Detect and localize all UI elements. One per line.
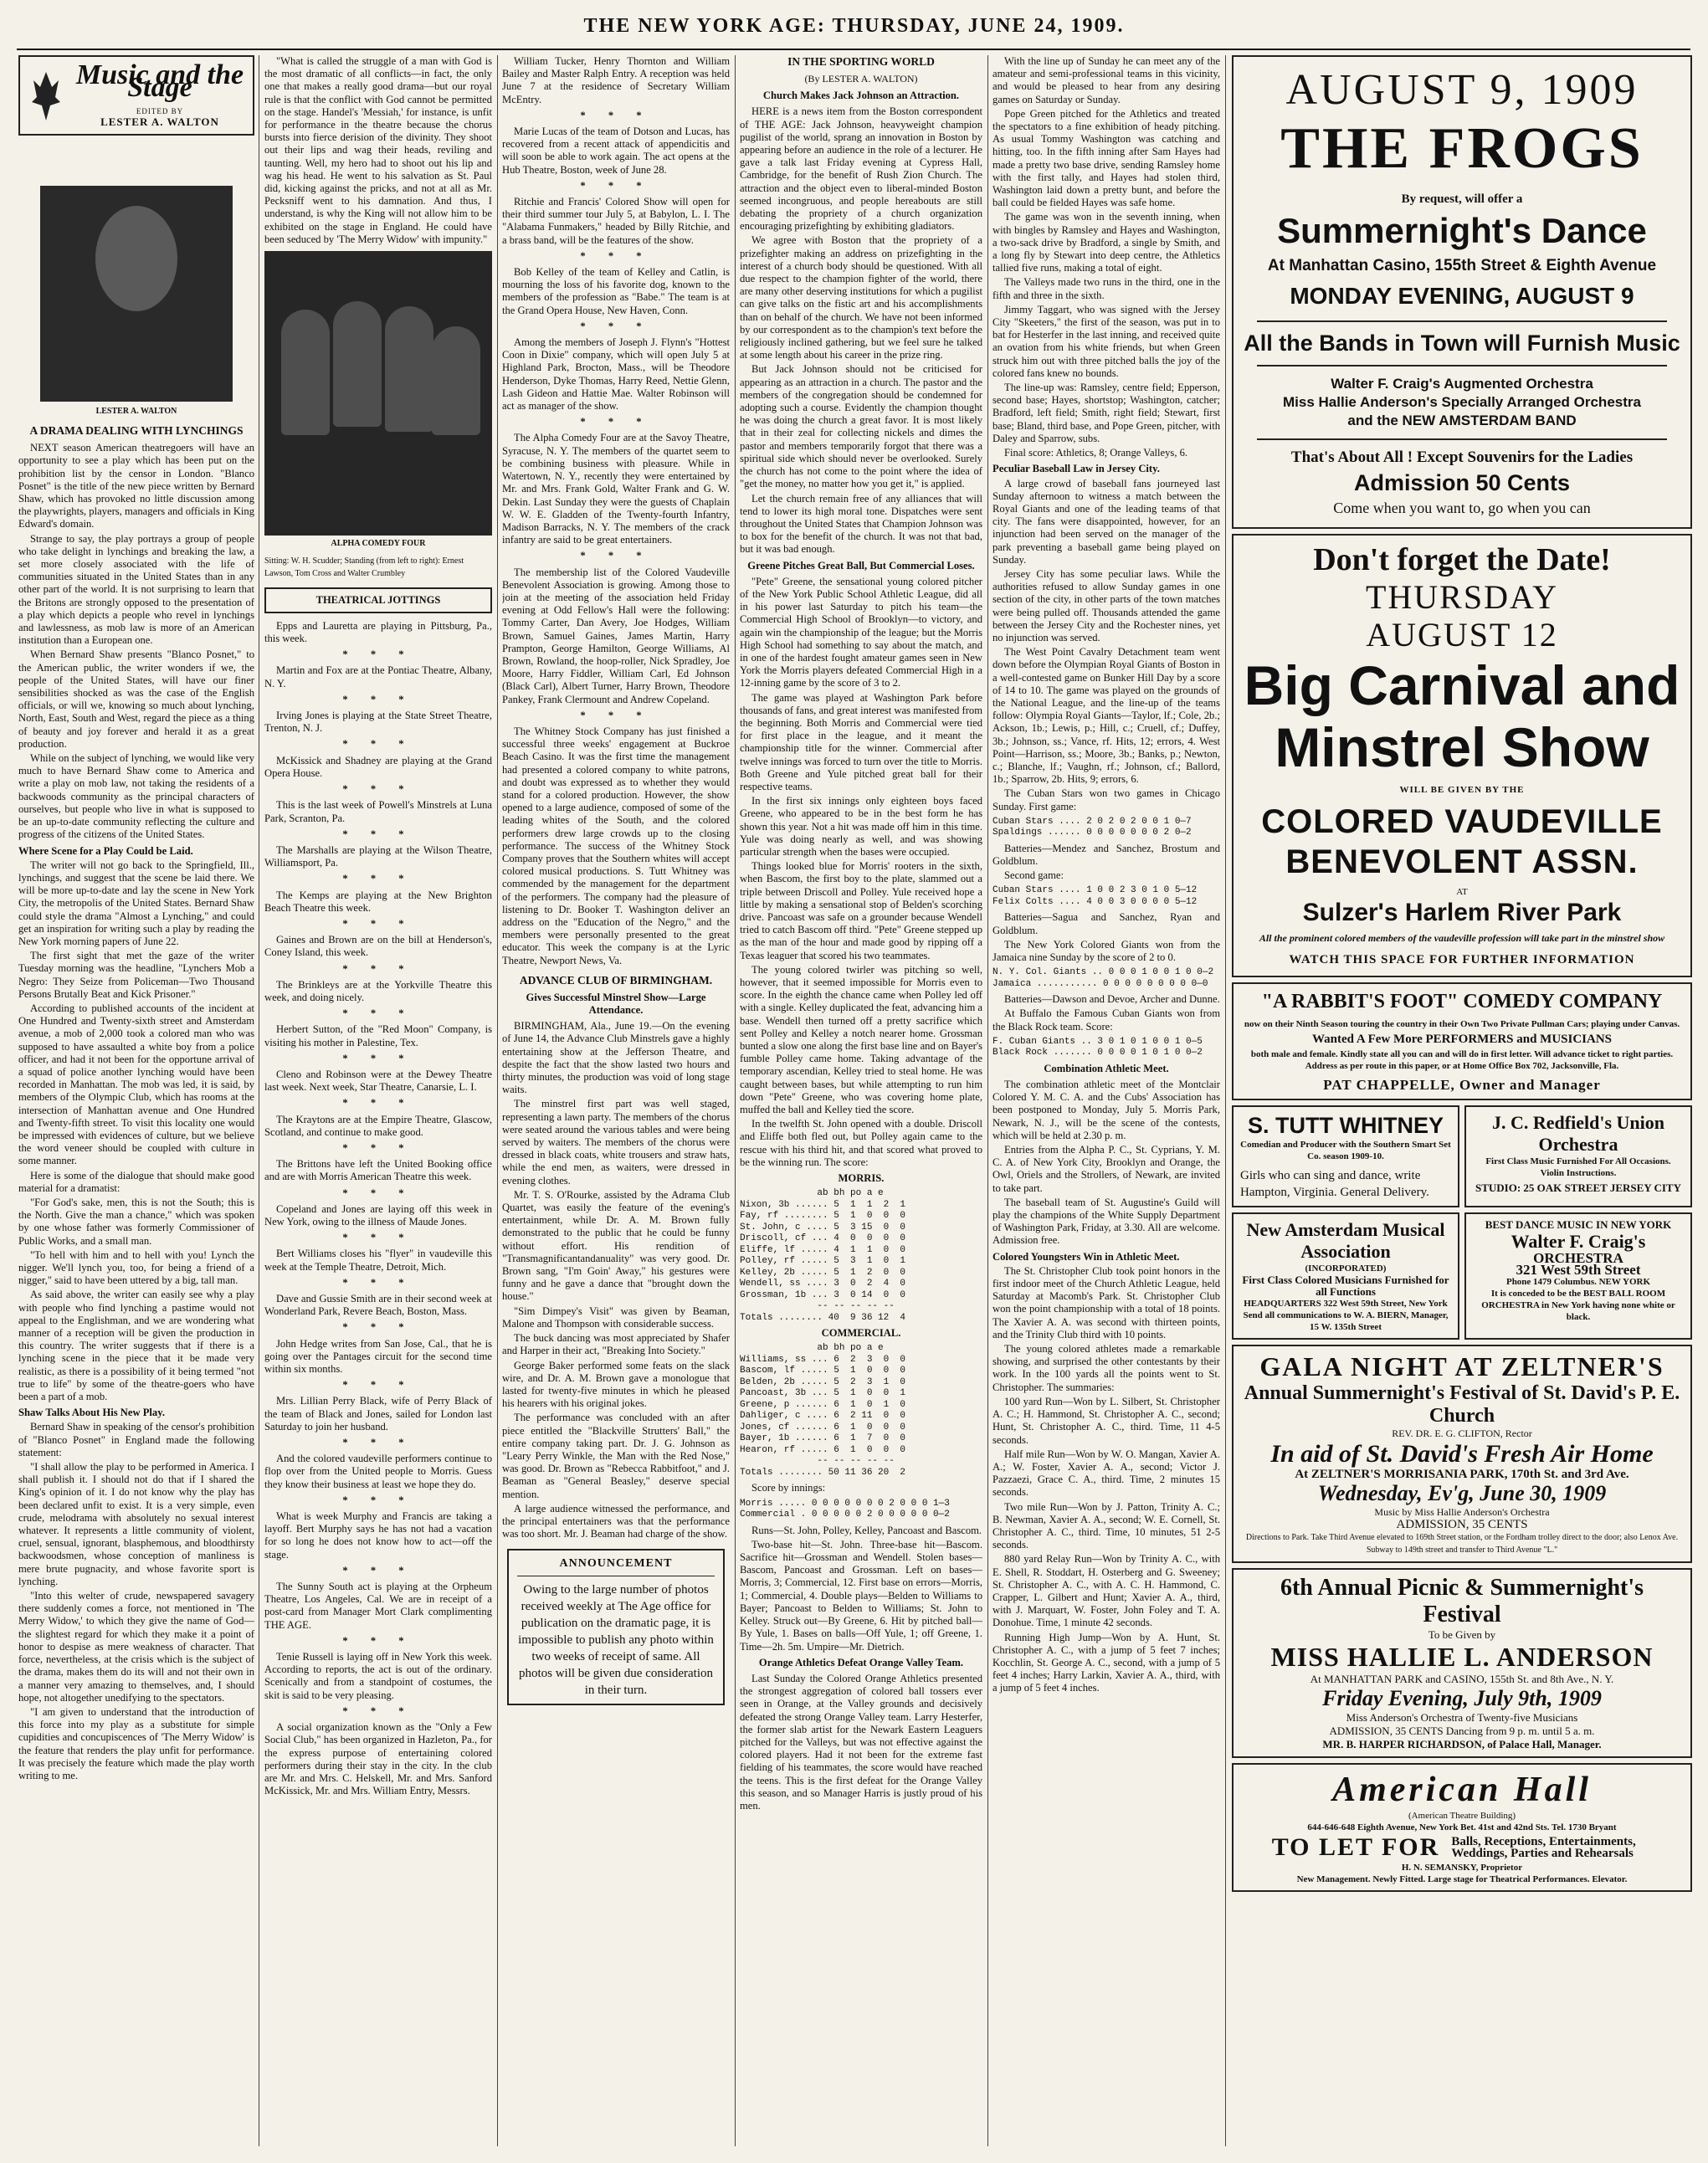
subhead: Peculiar Baseball Law in Jersey City. (992, 463, 1160, 475)
article-subheadline: Orange Athletics Defeat Orange Valley Team. (758, 1656, 964, 1668)
craig-orchestra-ad (1464, 1212, 1692, 1340)
separator: * * * (342, 1437, 414, 1449)
rabbits-foot-ad (1232, 982, 1692, 1100)
carnival-park: Sulzer's Harlem River Park (1302, 899, 1622, 926)
carnival-ad (1232, 534, 1692, 977)
article-paragraph: Jersey City has some peculiar laws. While the authorities refused to allow Sunday games in one section of the city, in other parts of the town matches were being pulled off. Thousands attended the game between the Jersey City and the Rochester nines, yet no injunction was served. (992, 567, 1220, 643)
article-paragraph: In the twelfth St. John opened with a double. Driscoll and Eliffe both fled out, but Polley again came to the rescue with his third hit, and that scored what proved to be the winning run. The score: (740, 1118, 982, 1168)
article-paragraph: 880 yard Relay Run—Won by Trinity A. C., with E. Shell, R. Stoddart, H. Osterberg and G. Sweeney; St. Christopher A. C., with A. C. H. Hammond, C. Crapper, L. Gilbert and Hunt; Xavier A. A., third, with J. Marquart, W. Foster, John Foley and T. A. Donohue. Time, 1 minute 42 seconds. (992, 1553, 1220, 1629)
article-paragraph: "I am given to understand that the introduction of this force into my play as a substitute for simple cupidities and concupiscences of 'The Merry Widow' is the feature that renders the play unfit for performance. It was precisely the feature which made the play worth writing to me. (18, 1705, 254, 1781)
craig-address: 321 West 59th Street (1516, 1262, 1641, 1278)
picnic-admission: ADMISSION, 35 CENTS Dancing from 9 p. m. until 5 a. m. (1329, 1725, 1595, 1737)
column-rule (497, 55, 498, 2146)
gala-festival: Annual Summernight's Festival of St. David's P. E. Church (1244, 1382, 1680, 1427)
cuban-stars-score-2: Cuban Stars .... 1 0 0 2 3 0 1 0 5—12 Felix Colts .... 4 0 0 3 0 0 0 0 5—12 (992, 885, 1198, 907)
carnival-at: AT (1456, 887, 1468, 897)
ad-row (1232, 1105, 1692, 1207)
portrait-caption: LESTER A. WALTON (95, 407, 177, 416)
article-paragraph: Jimmy Taggart, who was signed with the Jersey City "Skeeters," the first of the season, was put in to bat for Hesterfer in the last inning, and received quite an ovation from his white friends, but when Green struck him out with three pitched balls the joy of the colored fans knew no bounds. (992, 303, 1220, 379)
hall-footer: New Management. Newly Fitted. Large stage for Theatrical Performances. Elevator. (1296, 1874, 1628, 1884)
jotting: The Brittons have left the United Booking office and are with Morris American Theatre this week. (264, 1158, 492, 1183)
masthead-rule (17, 49, 1690, 50)
jotting: The membership list of the Colored Vaudeville Benevolent Association is growing. Among those to join at the meeting of the association held Friday evening at Odd Fellow's Hall were the following: Tommy Carter, Dan Avery, Joe Hodges, William Brown, Samuel Gaines, James Martin, Harry Prampton, George Hamilton, George Williams, Al Brown, Rowland, the hoop-roller, Nick Spradley, Joe Moore, Harry Fiddler, William Carl, Ed Johnson (Black Carl), Albert Turner, Harry Brown, Theodore Pankey, Frank Clermount and Andrew Copeland. (502, 566, 730, 705)
article-headline: A DRAMA DEALING WITH LYNCHINGS (29, 424, 244, 438)
box-score-morris: ab bh po a e Nixon, 3b ...... 5 1 1 2 1 Fay, rf ........ 5 1 0 0 0 St. John, c .... 5 3 15 0 0 Driscoll, cf ... 4 0 0 0 0 Eliffe, lf ..... 4 1 1 0 0 Polley, rf ..... 5 3 1 0 1 Kelley, 2b ..... 5 1 2 0 0 Wendell, ss .... 3 0 2 4 0 Grossman, 1b ... 3 0 14 0 0 -- -- -- -- -- Totals ........ 40 9 36 12 4 (740, 1188, 906, 1323)
rabbits-foot-title: "A RABBIT'S FOOT" COMEDY COMPANY (1261, 991, 1663, 1012)
separator: * * * (342, 1276, 414, 1289)
buffalo-score: F. Cuban Giants .. 3 0 1 0 1 0 0 1 0—5 Black Rock ....... 0 0 0 0 1 0 1 0 0—2 (992, 1036, 1203, 1058)
article-paragraph: But Jack Johnson should not be criticised for appearing as an attraction in a church. The pastor and the members of the congregation should be condemned for adopting such a course. Evidently the champion thought he was doing the church a great favor. It is most likely that in their zeal for collecting nickels and dimes the pastor and members temporarily forgot that there was a spiritual side which should never be overlooked. Surely the church has not come to the point where the idea of "get the money, no matter how you get it," is applied. (740, 363, 982, 490)
separator: * * * (342, 1052, 414, 1064)
subhead: Shaw Talks About His New Play. (18, 1407, 165, 1419)
article-paragraph: The West Point Cavalry Detachment team went down before the Olympian Royal Giants of Boston in a well-contested game on Bunker Hill Day by a score of 14 to 10. The game was played on the grounds of the National League, and the line-up of the teams follow: Olympia Royal Giants—Taylor, lf.; Cole, 2b.; Ackson, 1b.; Lewis, p.; Hill, c.; Cruell, cf.; Duffey, 3b.; Johnson, ss.; Vance, rf. Hits, 12; errors, 4. West Point—Harrison, ss.; Moore, 3b.; Banks, p.; Newton, c.; Blanche, lf.; Vaughn, rf.; Johnson, cf.; Ballord, 1b.; Sparrow, 2b. Hits, 9; errors, 6. (992, 646, 1220, 786)
separator: * * * (342, 1007, 414, 1020)
jotting: A social organization known as the "Only a Few Social Club," has been organized in Hazleton, Pa., for the express purpose of entertaining colored performers during their stay in the city. In the club are Mr. and Mrs. C. Helskell, Mr. and Mrs. Sanford McKissick, Mr. and Mrs. William Entry, Messrs. (264, 1721, 492, 1797)
separator: * * * (342, 648, 414, 661)
jotting: Mrs. Lillian Perry Black, wife of Perry Black of the team of Black and Jones, sailed for London last Saturday to join her husband. (264, 1395, 492, 1433)
cuban-stars-score-1: Cuban Stars .... 2 0 2 0 2 0 0 1 0—7 Spaldings ...... 0 0 0 0 0 0 0 2 0—2 (992, 816, 1192, 838)
gala-rector: REV. DR. E. G. CLIFTON, Rector (1392, 1427, 1532, 1439)
column-4 (740, 55, 982, 2146)
column-rule (987, 55, 988, 2146)
article-paragraph: 100 yard Run—Won by L. Silbert, St. Christopher A. C.; H. Hammond, St. Christopher A. C., second; Hunt, St. Christopher A. C., third. Time, 11 4-5 seconds. (992, 1395, 1220, 1446)
hall-uses: Balls, Receptions, Entertainments, Weddings, Parties and Rehearsals (1451, 1835, 1636, 1860)
box-score-commercial: ab bh po a e Williams, ss ... 6 2 3 0 0 Bascom, lf ..... 5 1 0 0 0 Belden, 2b ..... 5 2 3 1 0 Pancoast, 3b ... 5 1 0 0 1 Greene, p ...... 6 1 0 1 0 Dahliger, c .... 6 2 11 0 0 Jones, cf ...... 6 1 0 0 0 Bayer, 1b ...... 6 1 7 0 0 Hearon, rf ..... 6 1 0 0 0 -- -- -- -- -- Totals ........ 50 11 36 20 2 (740, 1343, 906, 1478)
column-5 (992, 55, 1220, 2146)
article-paragraph: "What is called the struggle of a man with God is the most dramatic of all conflicts—in fact, the only one that makes a really good drama—but our royal rule is that the conflict with God cannot be permitted on the stage. Handel's 'Messiah,' for instance, is unfit for performance in the theatre because the chorus bursts into fierce derision of the divinity. They shoot out their lips and wag their heads, reviling and taunting. Well, my hero had to shoot out his lip and wag his head. He went to his salvation as St. Paul did, kicking against the pricks, and not at all as Mr. Pecksniff went to his damnation. And thus, I understand, is why the King will not allow him to be exhibited on the stage in England. He could have been seduced by 'The Merry Widow' with impunity." (264, 55, 492, 245)
column-2 (264, 55, 492, 2146)
carnival-watch: WATCH THIS SPACE FOR FURTHER INFORMATION (1289, 953, 1635, 966)
jotting: The Brinkleys are at the Yorkville Theatre this week, and doing nicely. (264, 978, 492, 1003)
craig-header: BEST DANCE MUSIC IN NEW YORK (1485, 1218, 1672, 1231)
frogs-admission: Admission 50 Cents (1353, 470, 1571, 495)
announcement-box (507, 1549, 725, 1705)
article-paragraph: Strange to say, the play portrays a group of people who take delight in lynchings and breaking the law, a set more closely associated with the life of communities situated in the United States than in any other part of the world. It is not surprising to learn that the Britons are strongly opposed to the presentation of a play which depicts a people who revel in lynchings and lawlessness, as mob law is more of an American institution than a European one. (18, 532, 254, 647)
gala-music: Music by Miss Hallie Anderson's Orchestra (1374, 1506, 1550, 1518)
article-paragraph: The line-up was: Ramsley, centre field; Epperson, second base; Hayes, shortstop; Washington, catcher; Bradford, left field; Smith, right field; Stewart, first base; Bland, third base, and Pope Green, pitcher, with Daley and Sparrow, subs. (992, 382, 1220, 444)
hall-subtitle: (American Theatre Building) (1408, 1811, 1516, 1821)
frogs-bands: All the Bands in Town will Furnish Music (1244, 331, 1680, 356)
article-paragraph: The writer will not go back to the Springfield, Ill., lynchings, and suggest that the scene be laid there. We will be more up-to-date and lay the scene in New York City, the metropolis of the United States. Bernard Shaw could style the drama "Almost a Lynching," and could get an inspiration for writing such a play by reading the New York morning papers of June 22. (18, 859, 254, 947)
column-1 (18, 55, 254, 2146)
divider (1257, 365, 1667, 366)
jotting: The Kraytons are at the Empire Theatre, Glascow, Scotland, and continue to make good. (264, 1113, 492, 1138)
article-paragraph: "I shall allow the play to be performed in America. I shall publish it. I should not do that if I shared the King's opinion of it. I do not know why the play has been declared unfit to exist. It is a very simple, even crude, melodrama with absolutely no sexual interest whatever. It represents a little community of violent, cruel, sensual, ignorant, blasphemous, and bloodthirsty backwoodsmen, whose conception of manliness is mere brute pugnacity, and whose favorite sport is lynching. (18, 1461, 254, 1587)
separator: * * * (342, 962, 414, 975)
separator: * * * (342, 1704, 414, 1717)
article-paragraph: Score by innings: (751, 1482, 826, 1494)
article-paragraph: Batteries—Sagua and Sanchez, Ryan and Goldblum. (992, 911, 1220, 936)
jotting: William Tucker, Henry Thornton and William Bailey and Master Ralph Entry. A reception was held June 7 at the residence of Secretary William McEntry. (502, 55, 730, 105)
jotting: What is week Murphy and Francis are taking a layoff. Bert Murphy says he has not had a vacation for so long he does not know how to act—off the stage. (264, 1510, 492, 1561)
jotting: The Kemps are playing at the New Brighton Beach Theatre this week. (264, 889, 492, 914)
jotting: The Alpha Comedy Four are at the Savoy Theatre, Syracuse, N. Y. The members of the quartet seem to be combining business with pleasure. While in Watertown, N. Y., recently they were entertained by Mr. and Mrs. Frank Gold, Walter Frank and G. W. Dekin. Last Sunday they were the guests of Chaplain W. W. E. Gladden of the Twenty-fourth Infantry, Madison Barracks, N. Y. The members of the crack infantry are said to be great entertainers. (502, 432, 730, 546)
article-paragraph: Things looked blue for Morris' rooters in the sixth, when Bascom, the first boy to the plate, slammed out a triple between Driscoll and Polley. Yule received hope a little by making a sensational stop of Belden's scorching drive. Pancoast was safe on a grounder because Wendell tried to catch Bascom off third. "Pete" Greene stepped up as the man of the hour and made good by ripping off a Texas leaguer that scored his two teammates. (740, 860, 982, 961)
article-paragraph: Let the church remain free of any alliances that will tend to lower its high moral tone. Dispatches were sent throughout the United States that Champion Johnson was to box for the benefit of the church. It was not that bad, but it was bad enough. (740, 492, 982, 556)
article-paragraph: "To hell with him and to hell with you! Lynch the nigger. We'll lynch you, too, for being a friend of a nigger," said to have been uttered by a big, tall man. (18, 1248, 254, 1287)
article-paragraph: The St. Christopher Club took point honors in the first indoor meet of the Church Athletic League, held Saturday at Macomb's Park. St. Christopher Club won the point championship with a total of 18 points. The Xavier A. A. was second with thirteen points, and the Trinity Club third with 10 points. (992, 1264, 1220, 1340)
separator: * * * (342, 1097, 414, 1110)
article-subheadline: Greene Pitches Great Ball, But Commercial Loses. (747, 559, 975, 572)
hall-title: American Hall (1332, 1771, 1592, 1809)
new-amsterdam-comm: Send all communications to W. A. BIERN, Manager, 15 W. 135th Street (1243, 1310, 1449, 1332)
music-stage-header (18, 55, 254, 136)
article-paragraph: "For God's sake, men, this is not the South; this is the North. Give the man a chance," which was spoken by one whose father was formerly Commissioner of Public Works, and a small man. (18, 1196, 254, 1247)
announcement-title: ANNOUNCEMENT (517, 1556, 715, 1576)
redfield-orchestra-ad (1464, 1105, 1692, 1207)
craig-note: It is conceded to be the BEST BALL ROOM ORCHESTRA in New York having none white or black. (1481, 1289, 1675, 1322)
craig-orchestra: ORCHESTRA (1533, 1250, 1623, 1266)
article-paragraph: The young colored twirler was pitching so well, however, that it seemed impossible for Morris even to score. In the eighth the chance came when Polley led off with a single. Kelley duplicated the feat, advancing him a base. Wendell then turned off a pretty sacrifice which sent Polley and Kelley a notch nearer home. Grossman bunted a slow one along the first base line and on Bayer's fumble Polley came home. Taking advantage of the temporary ascendian, Kelley tried to steal home. He was caught between bases, but while attempting to run him down "Pete" Greene, who was covering home plate, muffed the ball and Kelley tied the score. (740, 963, 982, 1116)
separator: * * * (342, 1564, 414, 1576)
jotting: Marie Lucas of the team of Dotson and Lucas, has recovered from a recent attack of appendicitis and will soon be able to work again. The act opens at the Hub Theatre, Boston, week of June 28. (502, 126, 730, 176)
separator: * * * (342, 1232, 414, 1244)
picnic-host: MISS HALLIE L. ANDERSON (1270, 1642, 1654, 1672)
hall-to-let: TO LET FOR (1271, 1833, 1440, 1861)
article-paragraph: The game was played at Washington Park before thousands of fans, and great interest was manifested from the beginning. Both Morris and Commercial were tied for first place in the league, and it meant the championship title for the winner. Commercial after twelve innings was forced to turn over the title to Morris. Both Greene and Yule pitched great ball for their respective teams. (740, 691, 982, 792)
separator: * * * (580, 109, 652, 121)
carnival-note: All the prominent colored members of the vaudeville profession will take part in the minstrel show (1259, 932, 1665, 944)
article-paragraph: The combination athletic meet of the Montclair Colored Y. M. C. A. and the Cubs' Association has been postponed to Monday, July 5. Morris Park, Newark, N. J., will be the scene of the contests, which will be held at 2.30 p. m. (992, 1079, 1220, 1141)
picnic-given-by: To be Given by (1428, 1628, 1496, 1641)
rabbits-foot-line: both male and female. Kindly state all you can and will do in first letter. Will advance ticket to right parties. Address as per route in this paper, or at Home Office Box 702, Jacksonville, Fla. (1250, 1049, 1674, 1071)
separator: * * * (342, 873, 414, 885)
score-by-innings: Morris ..... 0 0 0 0 0 0 0 2 0 0 0 1—3 Commercial . 0 0 0 0 0 2 0 0 0 0 0 0—2 (740, 1498, 950, 1520)
rabbits-foot-wanted: Wanted A Few More PERFORMERS and MUSICIANS (1311, 1033, 1613, 1046)
column-rule (735, 55, 736, 2146)
picnic-manager: MR. B. HARPER RICHARDSON, of Palace Hall, Manager. (1322, 1738, 1602, 1750)
rabbits-foot-line: now on their Ninth Season touring the country in their Own Two Private Pullman Cars; playing under Canvas. (1244, 1019, 1680, 1029)
carnival-given-by: WILL BE GIVEN BY THE (1399, 785, 1525, 795)
new-amsterdam-name: New Amsterdam Musical Association (1246, 1219, 1445, 1262)
article-paragraph: Here is some of the dialogue that should make good material for a dramatist: (18, 1169, 254, 1194)
article-paragraph: BIRMINGHAM, Ala., June 19.—On the evening of June 14, the Advance Club Minstrels gave a highly entertaining show at the Jefferson Theatre, and despite the fact that the show lasted two hours and thirty minutes, the production was void of long stage waits. (502, 1020, 730, 1096)
article-paragraph: Final score: Athletics, 8; Orange Valleys, 6. (1004, 447, 1188, 459)
hall-proprietor: H. N. SEMANSKY, Proprietor (1401, 1863, 1523, 1873)
rabbits-foot-signature: PAT CHAPPELLE, Owner and Manager (1323, 1077, 1601, 1093)
column-rule (1225, 55, 1226, 2146)
article-subheadline: Church Makes Jack Johnson an Attraction. (762, 90, 960, 102)
redfield-studio: STUDIO: 25 OAK STREET JERSEY CITY (1475, 1181, 1681, 1194)
article-paragraph: While on the subject of lynching, we would like very much to have Bernard Shaw come to America and write a play on mob law, not taking the residents of a backwoods community as the principal characters of ourselves, but people who live in what is supposed to be an up-to-date community reflecting the culture and progress of the citizens of the United States. (18, 752, 254, 841)
frogs-slogan: Come when you want to, go when you can (1333, 500, 1591, 516)
frogs-date: AUGUST 9, 1909 (1285, 66, 1639, 114)
subhead: Colored Youngsters Win in Athletic Meet. (992, 1250, 1180, 1263)
hall-offer (1240, 1833, 1684, 1862)
jotting: And the colored vaudeville performers continue to flop over from the United people to Morris. Guess they know their business at least we hope they do. (264, 1453, 492, 1490)
frogs-when: MONDAY EVENING, AUGUST 9 (1290, 283, 1634, 309)
divider (1257, 320, 1667, 322)
jotting: The Whitney Stock Company has just finished a successful three weeks' engagement at Buckroe Beach Casino. It was the first time the management had presented a colored company to white patrons, and doubt was expressed as to whether they would stand for a colored production. However, the show opened to a large audience, composed of some of the leading whites of the South, and the colored performers drew large crowds up to the closing performance. The success of the Whitney Stock Company proves that the Southern whites will accept colored musical productions. S. Tutt Whitney was commended by the management for the department of the performers. The company had the pleasure of listening to Dr. Booker T. Washington deliver an address on the "Education of the Negro," and the members were personally presented to the great educator. This week the company is at the Lyric Theatre, Newport News, Va. (502, 725, 730, 966)
article-paragraph: With the line up of Sunday he can meet any of the amateur and semi-professional teams in this vicinity, and would be pleased to hear from any desiring games on Saturday or Sunday. (992, 55, 1220, 105)
carnival-reminder: Don't forget the Date! (1313, 542, 1611, 577)
frogs-request: By request, will offer a (1401, 192, 1523, 206)
separator: * * * (580, 249, 652, 262)
box-score-title: COMMERCIAL. (821, 1327, 901, 1340)
sporting-title: IN THE SPORTING WORLD (787, 55, 935, 68)
craig-phone: Phone 1479 Columbus. NEW YORK (1505, 1277, 1651, 1287)
jotting: Epps and Lauretta are playing in Pittsburg, Pa., this week. (264, 619, 492, 645)
separator: * * * (342, 738, 414, 751)
tutt-whitney-ad (1232, 1105, 1459, 1207)
jotting: Bert Williams closes his "flyer" in vaudeville this week at the Temple Theatre, Detroit, Mich. (264, 1248, 492, 1273)
article-paragraph: Bernard Shaw in speaking of the censor's prohibition of "Blanco Posnet" in England made the following statement: (18, 1421, 254, 1458)
frogs-dance-ad (1232, 55, 1692, 529)
picnic-title: 6th Annual Picnic & Summernight's Festival (1280, 1575, 1644, 1627)
gala-park: At ZELTNER'S MORRISANIA PARK, 170th St. and 3rd Ave. (1295, 1468, 1629, 1481)
separator: * * * (580, 550, 652, 562)
separator: * * * (342, 1634, 414, 1647)
article-paragraph: Last Sunday the Colored Orange Athletics presented the strongest aggregation of colored ball tossers ever seen in Orange, at the Valley grounds and decisively defeated the strong Orange Valley team. Larry Hesterfer, the former slab artist for the Newark Eastern Leaguers pitched for the Valleys, but was not effective against the colored players. Had it not been for the extreme fast fielding of his teammates, the score would have reached the teens. This is the first defeat for the Orange Valley this season, and so Manager Harris is justly proud of his men. (740, 1672, 982, 1812)
separator: * * * (342, 1141, 414, 1154)
jotting: Herbert Sutton, of the "Red Moon" Company, is visiting his mother in Palestine, Tex. (264, 1023, 492, 1048)
article-paragraph: Half mile Run—Won by W. O. Mangan, Xavier A. A.; W. Foster, Xavier A. A., second; Victor J. Pazzaezi, Grace C. A., third. Time, 2 minutes 15 seconds. (992, 1448, 1220, 1499)
new-amsterdam-hq: HEADQUARTERS 322 West 59th Street, New York (1244, 1299, 1448, 1309)
article-paragraph: The minstrel first part was well staged, representing a lawn party. The members of the chorus were seated around the various tables and were being served by waiters. The members of the chorus were dressed in black coats, white trousers and straw hats, while the end men, as waiters, were dressed in evening clothes. (502, 1098, 730, 1187)
jotting: Dave and Gussie Smith are in their second week at Wonderland Park, Revere Beach, Boston, Mass. (264, 1293, 492, 1318)
new-amsterdam-sub: First Class Colored Musicians Furnished for all Functions (1242, 1274, 1449, 1298)
article-paragraph: Batteries—Mendez and Sanchez, Brostum and Goldblum. (992, 842, 1220, 867)
separator: * * * (342, 1187, 414, 1199)
article-paragraph: The performance was concluded with an after piece entitled the "Blackville Strutters' Ball," the entire company taking part. Dr. J. G. Johnson as "Leary Perry Winkle, the Man with the Red Nose," was good. Dr. Brown as "Rebecca Rabbitfoot," and J. Beaman as "General Beasley," deserve special mention. (502, 1412, 730, 1500)
divider (1257, 438, 1667, 440)
jotting: Cleno and Robinson were at the Dewey Theatre last week. Next week, Star Theatre, Canarsie, L. I. (264, 1068, 492, 1094)
gala-admission: ADMISSION, 35 CENTS (1396, 1518, 1528, 1531)
redfield-sub: First Class Music Furnished For All Occasions. Violin Instructions. (1485, 1156, 1671, 1178)
article-paragraph: The Cuban Stars won two games in Chicago Sunday. First game: (992, 787, 1220, 812)
hall-address: 644-646-648 Eighth Avenue, New York Bet. 41st and 42nd Sts. Tel. 1730 Bryant (1307, 1822, 1617, 1832)
article-paragraph: "Into this welter of crude, newspapered savagery there suddenly comes a force, not mentioned in 'The Merry Widow,' to which they give the name of God—the slightest regard for which they make it a point of honor to despise as mere weakness of character. That force, nevertheless, at the crisis which is the subject of the drama, makes them do its will and not their own in a manner very amazing to themselves, and, I should hope, not altogether unedifying to the spectators. (18, 1590, 254, 1704)
jotting: Tenie Russell is laying off in New York this week. According to reports, the act is out of the ordinary. Scenically and from a standpoint of costumes, the skit is said to be very pleasing. (264, 1651, 492, 1701)
edited-by-label: EDITED BY (136, 107, 184, 115)
jotting: Irving Jones is playing at the State Street Theatre, Trenton, N. J. (264, 710, 492, 735)
article-paragraph: At Buffalo the Famous Cuban Giants won from the Black Rock team. Score: (992, 1007, 1220, 1033)
frogs-orchestra: and the NEW AMSTERDAM BAND (1347, 413, 1577, 428)
article-paragraph: "Sim Dimpey's Visit" was given by Beaman, Malone and Thompson with considerable success. (502, 1304, 730, 1330)
article-paragraph: Batteries—Dawson and Devoe, Archer and Dunne. (1004, 993, 1220, 1006)
redfield-name: J. C. Redfield's Union Orchestra (1492, 1112, 1664, 1155)
separator: * * * (342, 1494, 414, 1506)
frogs-souvenirs: That's About All ! Except Souvenirs for the Ladies (1290, 448, 1634, 466)
carnival-association: COLORED VAUDEVILLE BENEVOLENT ASSN. (1261, 803, 1663, 880)
craig-name: Walter F. Craig's (1511, 1231, 1646, 1252)
jotting: Martin and Fox are at the Pontiac Theatre, Albany, N. Y. (264, 664, 492, 689)
carnival-title: Big Carnival and Minstrel Show (1244, 654, 1680, 778)
separator: * * * (580, 320, 652, 332)
carnival-date: AUGUST 12 (1366, 616, 1558, 654)
article-paragraph: HERE is a news item from the Boston correspondent of THE AGE: Jack Johnson, heavyweight champion pugilist of the world, sprang an innovation in Boston by appearing before an audience in the role of a lecturer. He gave a talk last Friday evening at Cypress Hall, Cambridge, for the benefit of Rush Zion Church. The attraction and the object even to liberal-minded Boston seemed incongruous, and people hereabouts are still debating the propriety of a church organization encouraging prizefighting by exhibiting gladiators. (740, 105, 982, 233)
jotting: Ritchie and Francis' Colored Show will open for their third summer tour July 5, at Babylon, L. I. The "Alabama Funmakers," headed by Billy Ritchie, and a brass band, will be the features of the show. (502, 196, 730, 246)
box-score-title: MORRIS. (838, 1172, 885, 1185)
american-hall-ad (1232, 1763, 1692, 1892)
article-paragraph: Second game: (1004, 869, 1064, 882)
jotting: John Hedge writes from San Jose, Cal., that he is going over the Pantages circuit for the second time within six months. (264, 1337, 492, 1376)
jotting: Gaines and Brown are on the bill at Henderson's, Coney Island, this week. (264, 934, 492, 959)
separator: * * * (342, 828, 414, 840)
separator: * * * (580, 709, 652, 721)
frogs-event: Summernight's Dance (1277, 211, 1647, 250)
jotting: The Sunny South act is playing at the Orpheum Theatre, Los Angeles, Cal. We are in receipt of a post-card from Manager Mort Clark complimenting THE AGE. (264, 1581, 492, 1631)
advertisement-column (1232, 55, 1692, 2147)
jotting: Among the members of Joseph J. Flynn's "Hottest Coon in Dixie" company, which will open July 5 at Highland Park, Brocton, Mass., will be Theodore Henderson, Dyke Thomas, Harry Reed, Nettie Glenn, Lash Gideon and Hattie Mae. Walter Robinson will act as manager of the show. (502, 336, 730, 413)
article-paragraph: Entries from the Alpha P. C., St. Cyprians, Y. M. C. A. of New York City, Brooklyn and Orange, the Owl, Oriels and the Strollers, of Newark, are invited to take part. (992, 1144, 1220, 1194)
sporting-byline: (By LESTER A. WALTON) (804, 73, 918, 85)
subhead: Where Scene for a Play Could be Laid. (18, 844, 193, 857)
article-paragraph: "Pete" Greene, the sensational young colored pitcher of the New York Public School Athletic League, did all in his power last Saturday to pitch his team—the Commercial High School of Brooklyn—to victory, and again win the championship of the league; but the Morris High School had something to say about the match, and in one of the hardest fought amateur games seen in New York the Morris players defeated Commercial High in a 12-inning game by the score of 3 to 2. (740, 575, 982, 689)
article-paragraph: Mr. T. S. O'Rourke, assisted by the Adrama Club Quartet, was easily the feature of the evening's entertainment, while Dr. A. M. Brown fully demonstrated to the public that he could be funny without effort. His rendition of "Transmagnificantandanuality" was very good. Dr. Brown sang, "I'm Goin' Away," his gestures were funny and he gave a dance that "brought down the house." (502, 1188, 730, 1303)
article-paragraph: The Valleys made two runs in the third, one in the fifth and three in the sixth. (992, 276, 1220, 301)
gala-title: GALA NIGHT AT ZELTNER'S (1259, 1351, 1664, 1381)
jottings-header: THEATRICAL JOTTINGS (264, 587, 492, 613)
photo-subcaption: Sitting: W. H. Scudder; Standing (from left to right): Ernest Lawson, Tom Cross and Walter Crumbley (264, 556, 464, 579)
ny-giants-score: N. Y. Col. Giants .. 0 0 0 1 0 0 1 0 0—2 Jamaica ........... 0 0 0 0 0 0 0 0 0—0 (992, 967, 1214, 989)
jotting: The Marshalls are playing at the Wilson Theatre, Williamsport, Pa. (264, 843, 492, 869)
frogs-orchestra: Miss Hallie Anderson's Specially Arranged Orchestra (1283, 394, 1641, 410)
carnival-day: THURSDAY (1365, 578, 1559, 616)
frogs-name: THE FROGS (1280, 116, 1644, 181)
column-3 (502, 55, 730, 2146)
article-paragraph: The buck dancing was most appreciated by Shafer and Harper in their act, "Breaking Into Society." (502, 1332, 730, 1357)
article-headline: ADVANCE CLUB OF BIRMINGHAM. (519, 973, 713, 987)
article-paragraph: Running High Jump—Won by A. Hunt, St. Christopher A. C., with a jump of 5 feet 7 inches; Kocchlin, St. George A. C., second, with a jump of 5 feet 4 inches; Harry Larkin, Xavier A. A., third, with a jump of 5 feet 4 inches. (992, 1631, 1220, 1694)
jotting: Bob Kelley of the team of Kelley and Catlin, is mourning the loss of his favorite dog, known to the members of the profession as "Babe." The team is at the Grand Opera House, New Haven, Conn. (502, 266, 730, 316)
gala-directions: Directions to Park. Take Third Avenue elevated to 169th Street station, or the Fordham trolley direct to the door; also Lenox Ave. Subway to 149th street and transfer to Third Avenue "L." (1245, 1533, 1679, 1555)
separator: * * * (342, 1379, 414, 1392)
separator: * * * (342, 693, 414, 705)
article-paragraph: A large audience witnessed the performance, and the principal entertainers was that the performance was too short. Mr. J. Beaman had charge of the show. (502, 1502, 730, 1540)
article-paragraph: According to published accounts of the incident at One Hundred and Twenty-sixth street and Amsterdam avenue, a mob of 2,000 took a colored man who was supposed to have assaulted a white boy from a police officer, and had it not been for the opportune arrival of a squad of police another lynching would have been recorded in Manhattan. The mob was led, it is said, by members of the Olympic Club, which has rooms at the intersection of Manhattan avenue and One Hundred and Twenty-fifth street. To visit this locality one would be impressed with evidences of culture, but we believe the word veneer should be coupled with culture in some manner. (18, 1002, 254, 1167)
article-paragraph: As said above, the writer can easily see why a play with people who find lynching a pastime would not appeal to the Englishman, and we are wondering what manner of a reception will be given the production in this country. The writer suggests that if there is a lynching scene in the piece that it be made very realistic, as there is a possibility of it being termed "not true to life" by some of the theatre-goers who have been a part of a mob. (18, 1289, 254, 1403)
tutt-sub: Comedian and Producer with the Southern Smart Set Co. season 1909-10. (1240, 1140, 1451, 1161)
article-paragraph: When Bernard Shaw presents "Blanco Posnet," to the American public, the writer wonders if we, the people of the United States, will have our finer sensibilities shocked as was the case of the English officials, or will we, knowing so much about lynching, North, East, South and West, regard the piece as a thing of beauty and joy forever and herald it as a great production. (18, 648, 254, 750)
gala-night-ad (1232, 1345, 1692, 1563)
article-paragraph: In the first six innings only eighteen boys faced Greene, who appeared to be in the best form he has shown this year. Not a hit was made off him in this time. Yule was doing nearly as well, and was showing particular strength when the bases were occupied. (740, 795, 982, 858)
jotting: McKissick and Shadney are playing at the Grand Opera House. (264, 754, 492, 779)
tutt-body: Girls who can sing and dance, write Hampton, Virginia. General Delivery. (1240, 1169, 1429, 1199)
article-subheadline: Gives Successful Minstrel Show—Large Attendance. (526, 991, 706, 1017)
lyre-ornament-icon (30, 69, 62, 124)
gala-aid: In aid of St. David's Fresh Air Home (1270, 1440, 1654, 1468)
article-paragraph: The game was won in the seventh inning, when with bingles by Ramsley and Hayes and Washington, a two-sack drive by Bradford, a single by Smith, and a long fly by Stewart into deep centre, the Athletics tallied five runs, making a total of eight. (992, 211, 1220, 274)
separator: * * * (342, 1321, 414, 1334)
masthead: THE NEW YORK AGE: THURSDAY, JUNE 24, 1909. (583, 15, 1125, 37)
article-paragraph: The New York Colored Giants won from the Jamaica nine Sunday by the score of 2 to 0. (992, 938, 1220, 963)
separator: * * * (580, 179, 652, 192)
frogs-orchestra: Walter F. Craig's Augmented Orchestra (1331, 376, 1593, 392)
new-amsterdam-ad (1232, 1212, 1459, 1340)
jotting: Copeland and Jones are laying off this week in New York, owing to the illness of Maude Jones. (264, 1202, 492, 1228)
anderson-picnic-ad (1232, 1568, 1692, 1758)
article-paragraph: The first sight that met the gaze of the writer Tuesday morning was the headline, "Lynchers Mob a Negro: They Seize from Policeman—Two Thousand Persons Brutally Beat and Kick Prisoner." (18, 950, 254, 1000)
picnic-orchestra: Miss Anderson's Orchestra of Twenty-five Musicians (1346, 1711, 1578, 1724)
editor-portrait (40, 186, 233, 402)
separator: * * * (580, 416, 652, 428)
separator: * * * (342, 783, 414, 796)
separator: * * * (342, 917, 414, 930)
jotting: This is the last week of Powell's Minstrels at Luna Park, Scranton, Pa. (264, 799, 492, 824)
article-paragraph: The baseball team of St. Augustine's Guild will play the champions of the White Supply Department of Washington Park, Friday, at 3.30. All are welcome. Admission free. (992, 1196, 1220, 1247)
quartet-photo (264, 251, 492, 536)
section-title: Music and the Stage (75, 59, 244, 104)
photo-caption: ALPHA COMEDY FOUR (331, 539, 426, 549)
article-paragraph: Pope Green pitched for the Athletics and treated the spectators to a fine exhibition of heady pitching. As usual Tommy Washington was catching and hitting, too. In the fifth inning after Sam Hayes had made a pretty two base drive, sending Ramsley home with the first tally, and Hayes had stolen third, Washington laid down a pretty bunt, and before the ball could be fielded Hayes was safe home. (992, 107, 1220, 209)
editor-name: LESTER A. WALTON (100, 115, 219, 128)
article-paragraph: Two-base hit—St. John. Three-base hit—Bascom. Sacrifice hit—Grossman and Wendell. Stolen bases—Bascom, Pancoast and Grossman. Left on bases—Morris, 3; Commercial, 12. First base on errors—Morris, 1; Commercial, 4. Double plays—Belden to Williams to Bayer; Pancoast to Belden to Williams; St. John to Kelley. Struck out—By Greene, 6. Hit by pitched ball—By Yule, 1. Bases on balls—Off Yule, 1; off Greene, 1. Time—2h. 5m. Umpire—Mr. Dietrich. (740, 1538, 982, 1653)
article-paragraph: NEXT season American theatregoers will have an opportunity to see a play which has been put on the prohibition list by the censor in London. "Blanco Posnet" is the title of the new piece written by Bernard Shaw, which has provoked no little discussion among the playwrights, players, managers and officials in King Edward's domain. (18, 442, 254, 530)
article-paragraph: We agree with Boston that the propriety of a prizefighter making an address on prizefighting in the interest of a church body should be questioned. With all due respect to the champion fighter of the world, there are many other deserving institutions for which a pugilist can give talks on the fistic art and his accomplishments than on behalf of the church. We have not been informed by our correspondent as to the champion's text before the religiously inclined gathering, but we feel sure he talked at some length about his career in the prize ring. (740, 234, 982, 361)
tutt-name: S. TUTT WHITNEY (1248, 1113, 1444, 1138)
article-paragraph: Runs—St. John, Polley, Kelley, Pancoast and Bascom. (751, 1524, 982, 1536)
article-paragraph: A large crowd of baseball fans journeyed last Sunday afternoon to witness a match between the Royal Giants and one of the leading teams of that city. The fans were disappointed, however, for an injunction had been served on the manager of the park preventing a baseball game being played on Sunday. (992, 477, 1220, 566)
announcement-text: Owing to the large number of photos received weekly at The Age office for publication on the dramatic page, it is impossible to publish any photo within two weeks of receipt of same. All photos will be given due consideration in their turn. (518, 1583, 714, 1698)
article-paragraph: Two mile Run—Won by J. Patton, Trinity A. C.; B. Newman, Xavier A. A., second; W. E. Cornell, St. Christopher A. C., third. Time, 10 minutes, 51 2-5 seconds. (992, 1500, 1220, 1551)
new-amsterdam-inc: (INCORPORATED) (1305, 1263, 1387, 1274)
article-subheadline: Combination Athletic Meet. (1044, 1062, 1169, 1074)
frogs-venue: At Manhattan Casino, 155th Street & Eighth Avenue (1267, 257, 1657, 274)
picnic-date: Friday Evening, July 9th, 1909 (1322, 1686, 1602, 1710)
article-paragraph: George Baker performed some feats on the slack wire, and Dr. A. M. Brown gave a monologue that lasted for twenty-five minutes in which he pleased his hearers with his original jokes. (502, 1359, 730, 1410)
gala-date: Wednesday, Ev'g, June 30, 1909 (1317, 1481, 1607, 1505)
article-paragraph: The young colored athletes made a remarkable showing, and surprised the other contestants by their work. In the 100 yards all the points went to St. Christopher. The summaries: (992, 1343, 1220, 1393)
picnic-venue: At MANHATTAN PARK and CASINO, 155th St. and 8th Ave., N. Y. (1310, 1673, 1614, 1685)
ad-row (1232, 1212, 1692, 1340)
